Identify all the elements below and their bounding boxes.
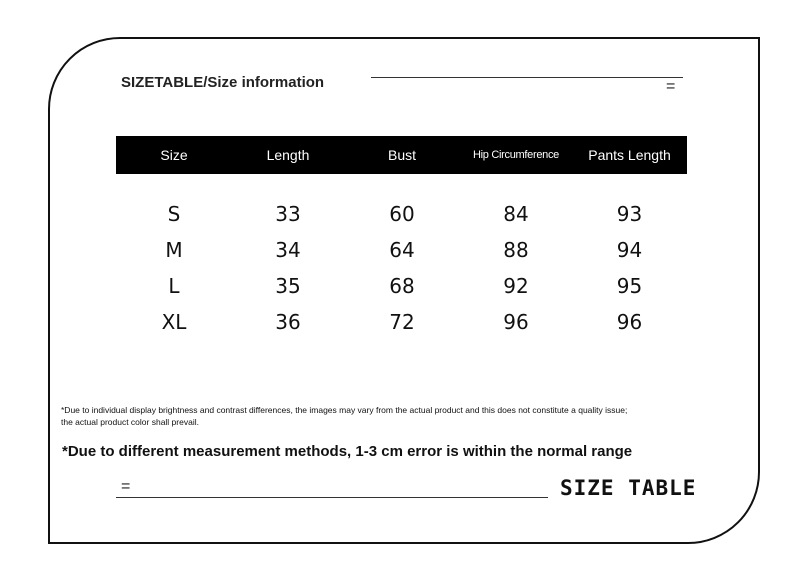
size-table-label: SIZE TABLE (560, 476, 697, 500)
cell-length: 33 (275, 202, 301, 226)
cell-size: XL (161, 310, 187, 334)
cell-bust: 72 (389, 310, 415, 334)
cell-bust: 68 (389, 274, 415, 298)
cell-size: L (168, 274, 180, 298)
top-equals-mark: = (666, 78, 676, 95)
cell-hip: 88 (503, 238, 529, 262)
disclaimer-line-1: *Due to individual display brightness and contrast differences, the images may vary from the actual product and this does not constitute a quality issue; (61, 405, 628, 415)
disclaimer-line-2: the actual product color shall prevail. (61, 417, 199, 427)
cell-bust: 60 (389, 202, 415, 226)
page-title: SIZETABLE/Size information (121, 74, 325, 91)
cell-length: 36 (275, 310, 301, 334)
top-divider (371, 77, 683, 78)
cell-hip: 84 (503, 202, 529, 226)
header-bust: Bust (387, 147, 416, 163)
cell-pants-length: 96 (616, 310, 643, 334)
size-table-body (116, 196, 687, 340)
header-pants-length: Pants Length (588, 147, 671, 163)
cell-bust: 64 (389, 238, 415, 262)
cell-length: 35 (275, 274, 301, 298)
cell-hip: 96 (503, 310, 529, 334)
size-table-header (116, 136, 687, 174)
header-size: Size (160, 147, 188, 163)
cell-length: 34 (275, 238, 301, 262)
measurement-note: *Due to different measurement methods, 1-3 cm error is within the normal range (62, 443, 633, 460)
table-row (116, 196, 687, 232)
cell-pants-length: 93 (616, 202, 643, 226)
table-row (116, 304, 687, 340)
cell-size: M (165, 238, 183, 262)
cell-hip: 92 (503, 274, 529, 298)
cell-pants-length: 94 (616, 238, 643, 262)
bottom-divider (116, 497, 548, 498)
display-disclaimer (61, 404, 751, 428)
header-length: Length (266, 147, 310, 163)
cell-size: S (167, 202, 181, 226)
table-row (116, 268, 687, 304)
header-hip-circumference: Hip Circumference (473, 149, 559, 161)
bottom-equals-mark: = (121, 478, 131, 495)
cell-pants-length: 95 (616, 274, 643, 298)
table-row (116, 232, 687, 268)
